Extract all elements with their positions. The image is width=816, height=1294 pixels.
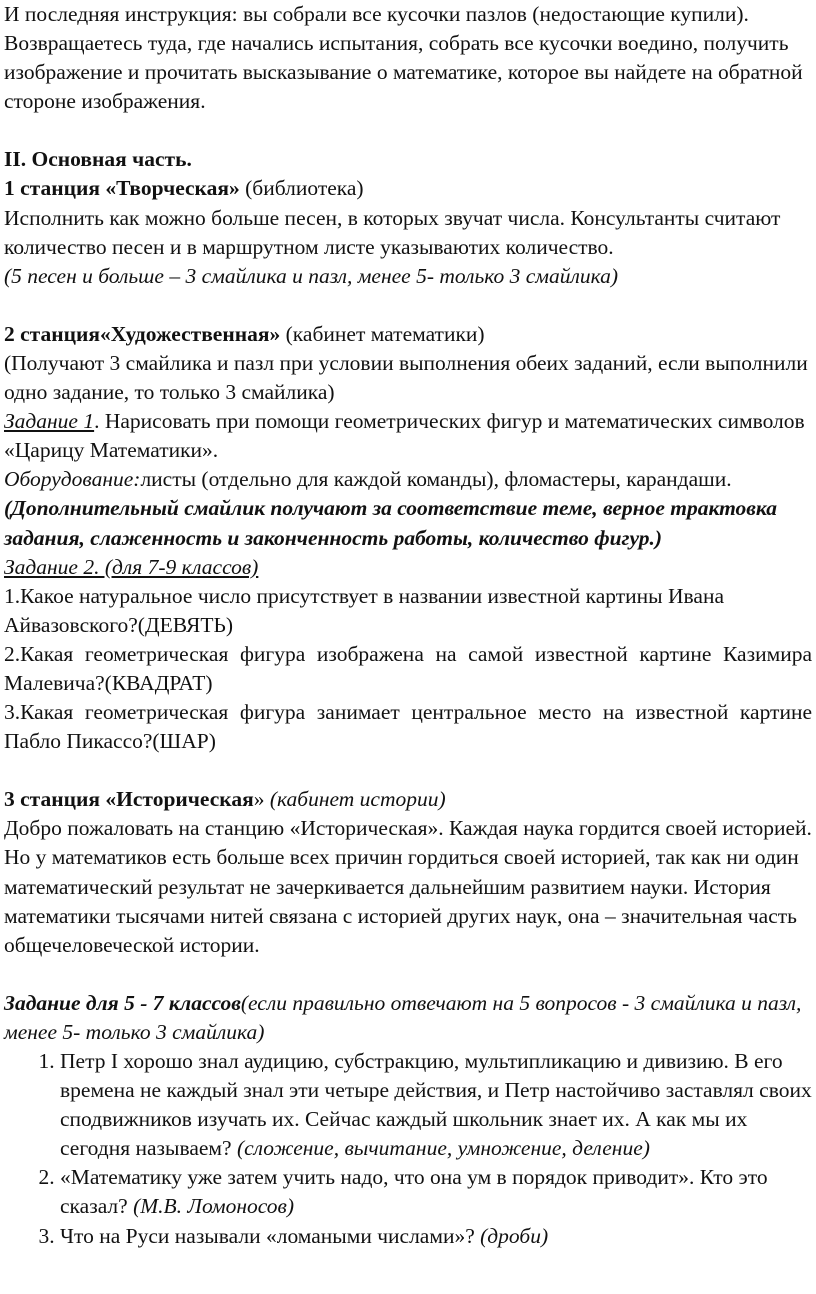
station1-heading — [4, 174, 812, 203]
main-heading: II. Основная часть. — [4, 147, 192, 172]
task2-question-3: 3.Какая геометрическая фигура занимает центральное место на известной картине Пабло Пикассо?(ШАР) — [4, 700, 812, 754]
list-item — [60, 1222, 812, 1251]
list-item — [60, 1163, 812, 1221]
station2-equipment — [4, 465, 812, 494]
question-text: Петр I хорошо знал аудицию, субстракцию, мультипликацию и дивизию. В его времена не каждый знал эти четыре действия, и Петр настойчиво заставлял своих сподвижников изучать их. Сейчас каждый школьник знает их. А как мы их сегодня называем? — [60, 1049, 812, 1161]
station3-heading — [4, 785, 812, 814]
history-question-list — [4, 1047, 812, 1251]
station3-task-condition: (если правильно отвечают на 5 вопросов - 3 смайлика и пазл, менее 5- только 3 смайлика) — [4, 990, 802, 1044]
equipment-label: Оборудование: — [4, 467, 141, 492]
task2-label: Задание 2. (для 7-9 классов) — [4, 554, 259, 579]
station2-heading — [4, 320, 812, 349]
station2-place: (кабинет математики) — [280, 321, 485, 346]
task2-question-2: 2.Какая геометрическая фигура изображена на самой известной картине Казимира Малевича?(КВАДРАТ) — [4, 641, 812, 695]
station3-task-label: Задание для 5 - 7 классов — [4, 990, 241, 1015]
task1-text: . Нарисовать при помощи геометрических фигур и математических символов «Царицу Математики». — [4, 409, 805, 463]
task1-label: Задание 1 — [4, 409, 95, 434]
station2-bonus: (Дополнительный смайлик получают за соответствие теме, верное трактовка задания, слаженность и законченность работы, количество фигур.) — [4, 496, 777, 550]
station3-place: (кабинет истории) — [269, 787, 446, 812]
question-answer: (М.В. Ломоносов) — [133, 1194, 295, 1219]
question-answer: (сложение, вычитание, умножение, деление) — [236, 1136, 650, 1161]
station1-scoring: (5 песен и больше – 3 смайлика и пазл, менее 5- только 3 смайлика) — [4, 263, 619, 288]
station3-text: Добро пожаловать на станцию «Историческая». Каждая наука гордится своей историей. Но у математиков есть больше всех причин гордиться своей историей, так как ни один математический результат не зачеркивается дальнейшим развитием науки. История математики тысячами нитей связана с историей других наук, она – значительная часть общечеловеческой истории. — [4, 816, 812, 957]
station2-task1 — [4, 407, 812, 465]
station1-place: (библиотека) — [239, 176, 364, 201]
station3-title-suffix: » — [253, 787, 270, 812]
question-text: «Математику уже затем учить надо, что она ум в порядок приводит». Кто это сказал? — [60, 1165, 768, 1219]
question-answer: (дроби) — [480, 1223, 549, 1248]
station3-task — [4, 989, 812, 1047]
question-text: Что на Руси называли «ломаными числами»? — [60, 1223, 481, 1248]
equipment-text: листы (отдельно для каждой команды), фломастеры, карандаши. — [140, 467, 732, 492]
intro-paragraph: И последняя инструкция: вы собрали все кусочки пазлов (недостающие купили). Возвращаетесь туда, где начались испытания, собрать все кусочки воедино, получить изображение и прочитать высказывание о математике, которое вы найдете на обратной стороне изображения. — [4, 2, 803, 114]
station2-title: 2 станция«Художественная» — [4, 321, 281, 346]
station3-title-prefix: 3 станция «Историческая — [4, 787, 254, 812]
station2-condition: (Получают 3 смайлика и пазл при условии выполнения обеих заданий, если выполнили одно задание, то только 3 смайлика) — [4, 350, 808, 405]
station1-title: 1 станция «Творческая» — [4, 176, 240, 201]
station1-text: Исполнить как можно больше песен, в которых звучат числа. Консультанты считают количество песен и в маршрутном листе указываютих количество. — [4, 205, 781, 259]
task2-question-1: 1.Какое натуральное число присутствует в названии известной картины Ивана Айвазовского?(ДЕВЯТЬ) — [4, 583, 724, 637]
list-item — [60, 1047, 812, 1163]
